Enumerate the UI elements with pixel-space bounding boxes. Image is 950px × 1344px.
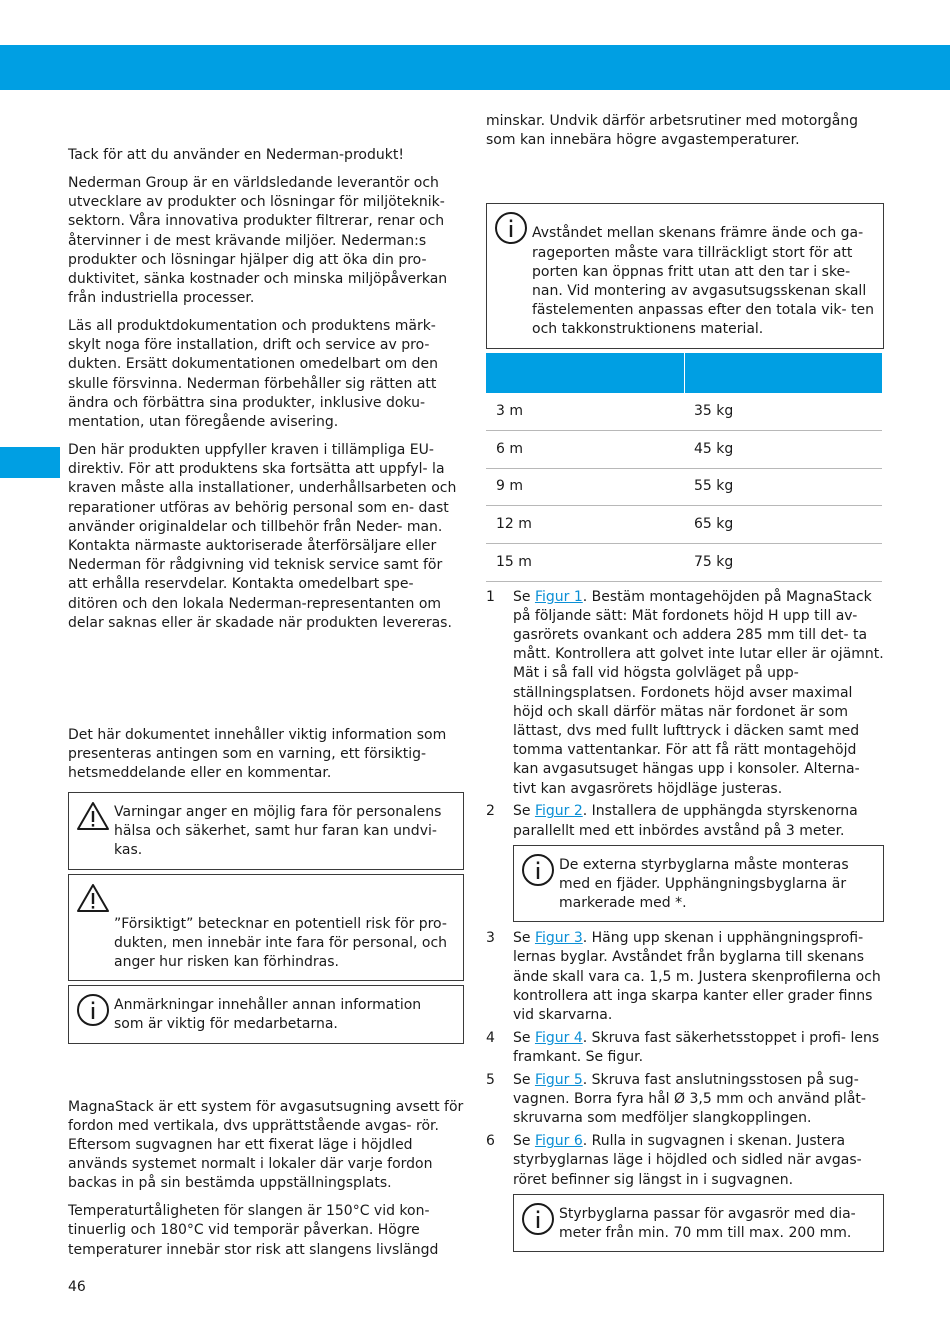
blank-heading-space	[68, 642, 464, 726]
remark-note-text: Anmärkningar innehåller annan information som är viktig för medarbetarna.	[114, 997, 422, 1033]
header-band	[0, 45, 950, 90]
step-2-note	[513, 845, 884, 923]
step-4: 4 Se Figur 4. Skruva fast säkerhetsstoppet i profi- lens framkant. Se figur.	[486, 1029, 884, 1067]
step-number: 2	[486, 803, 495, 820]
weight-cell: 35 kg	[684, 393, 882, 431]
info-icon	[520, 852, 556, 888]
continued-paragraph: minskar. Undvik därför arbetsrutiner med motorgång som kan innebära högre avgastemperaturer.	[486, 113, 859, 149]
caution-note	[68, 874, 464, 982]
step-3: 3 Se Figur 3. Häng upp skenan i upphängningsprofi- lernas byglar. Avståndet från byglarna till skenans ände skall vara ca. 1,5 m. Justera skenprofilerna och kontrollera att inga skarpa kanter eller grader finns vid skarvarna.	[486, 929, 884, 1025]
table-header-row	[486, 353, 882, 393]
weight-cell: 75 kg	[684, 543, 882, 581]
figure-5-link[interactable]: Figur 5	[534, 1071, 583, 1088]
warning-note-text: Varningar anger en möjlig fara för personalens hälsa och säkerhet, samt hur faran kan undvi- kas.	[114, 803, 442, 859]
weight-cell: 45 kg	[684, 430, 882, 468]
temperature-paragraph: Temperaturtåligheten för slangen är 150°C vid kon- tinuerlig och 180°C vid temporär påverkan. Högre temperaturer innebär stor risk att slangens livslängd	[68, 1203, 439, 1258]
figure-6-link[interactable]: Figur 6	[534, 1133, 583, 1150]
installation-steps	[486, 588, 884, 1252]
documentation-paragraph: Läs all produktdokumentation och produktens märk- skylt noga före installation, drift och service av pro- dukten. Ersätt dokumentationen omedelbart om den skulle försvinna. Nederman förbehåller sig rätten att ändra och förbättra sina produkter, inklusive doku- mentation, utan föregående avisering.	[68, 318, 438, 431]
step-6-note	[513, 1194, 884, 1252]
step-number: 5	[486, 1071, 495, 1088]
length-cell: 15 m	[486, 543, 684, 581]
caution-triangle-icon	[75, 881, 111, 917]
figure-1-link[interactable]: Figur 1	[534, 588, 583, 605]
figure-3-link[interactable]: Figur 3	[534, 930, 583, 947]
step-text: . Skruva fast anslutningsstosen på sug- vagnen. Borra fyra hål Ø 3,5 mm och använd plåt- skruvarna som medföljer slangkopplingen.	[513, 1071, 866, 1127]
table-header-cell	[486, 353, 684, 393]
table-row	[486, 468, 882, 506]
step-text: . Bestäm montagehöjden på MagnaStack på följande sätt: Mät fordonets höjd H upp till av- gasrörets ovankant och addera 285 mm till det- ta mått. Kontrollera att golvet inte lutar eller är ojämnt. Mät i så fall vid högsta golvläget på upp- ställningsplatsen. Fordonets höjd avser maximal höjd och skall därför mätas när fordonet är som lättast, dvs med fullt lufttryck i däcken samt med tomma vattentankar. För att få rätt montagehöjd kan avgasutsuget hängas upp i konsoler. Alterna- tivt kan avgasrörets höjdläge justeras.	[513, 588, 884, 797]
step-6-note-text: Styrbyglarna passar för avgasrör med dia- meter från min. 70 mm till max. 200 mm.	[559, 1205, 856, 1241]
table-header-cell	[684, 353, 882, 393]
info-icon	[520, 1201, 556, 1237]
step-1: 1 Se Figur 1. Bestäm montagehöjden på MagnaStack på följande sätt: Mät fordonets höjd H upp till av- gasrörets ovankant och addera 285 mm till det- ta mått. Kontrollera att golvet inte lutar eller är ojämnt. Mät i så fall vid högsta golvläget på upp- ställningsplatsen. Fordonets höjd avser maximal höjd och skall därför mätas när fordonet är som lättast, dvs med fullt lufttryck i däcken samt med tomma vattentankar. För att få rätt montagehöjd kan avgasutsuget hängas upp i konsoler. Alterna- tivt kan avgasrörets höjdläge justeras.	[486, 588, 884, 799]
caution-note-text: ”Försiktigt” betecknar en potentiell risk för pro- dukten, men innebär inte fara för personal, och anger hur risken kan förhindras.	[114, 915, 448, 970]
length-weight-table	[486, 353, 882, 582]
left-column	[68, 146, 464, 1269]
info-icon	[75, 992, 111, 1028]
weight-cell: 55 kg	[684, 468, 882, 506]
step-number: 3	[486, 930, 495, 947]
step-6: 6 Se Figur 6. Rulla in sugvagnen i skenan. Justera styrbyglarnas läge i höjdled och sidled när avgas- röret befinner sig längst in i sugvagnen.	[486, 1132, 884, 1190]
remark-note	[68, 985, 464, 1043]
company-paragraph: Nederman Group är en världsledande leverantör och utvecklare av produkter och lösningar för miljöteknik- sektorn. Våra innovativa produkter filtrerar, renar och återvinner i de mest krävande miljöer. Nederman:s produkter och lösningar hjälper dig att öka din pro- duktivitet, sänka kostnader och minska miljöpåverkan från industriella processer.	[68, 174, 448, 307]
step-number: 6	[486, 1133, 495, 1150]
figure-4-link[interactable]: Figur 4	[534, 1029, 583, 1046]
distance-note-text: Avståndet mellan skenans främre ände och ga- rageporten måste vara tillräckligt stort för att porten kan öppnas fritt utan att den tar i ske- nan. Vid montering av avgasutsugsskenan skall fästelementen anpassas efter den totala vik- ten och takkonstruktionens material.	[532, 225, 875, 338]
step-text: . Installera de upphängda styrskenorna parallellt med ett inbördes avstånd på 3 meter.	[513, 803, 858, 839]
figure-2-link[interactable]: Figur 2	[534, 803, 583, 820]
right-column	[486, 112, 884, 1259]
eu-directive-paragraph: Den här produkten uppfyller kraven i tillämpliga EU- direktiv. För att produktens ska fortsätta att uppfyl- la kraven måste alla installationer, underhållsarbeten och reparationer utföras av behörig personal som en- dast använder originaldelar och tillbehör från Neder- man. Kontakta närmaste auktoriserade återförsäljare eller Nederman för rådgivning vid teknisk service samt för att erhålla reservdelar. Kontakta omedelbart spe- ditören och den lokala Nederman-representanten om delar saknas eller är skadade när produkten levereras.	[68, 441, 457, 631]
distance-note	[486, 203, 884, 348]
table-row	[486, 430, 882, 468]
step-2-note-text: De externa styrbyglarna måste monteras med en fjäder. Upphängningsbyglarna är markerade med *.	[559, 856, 849, 911]
step-5: 5 Se Figur 5. Skruva fast anslutningsstosen på sug- vagnen. Borra fyra hål Ø 3,5 mm och använd plåt- skruvarna som medföljer slangkopplingen.	[486, 1071, 884, 1129]
step-text: . Rulla in sugvagnen i skenan. Justera styrbyglarnas läge i höjdled och sidled när avgas- röret befinner sig längst in i sugvagnen.	[513, 1133, 862, 1188]
system-paragraph: MagnaStack är ett system för avgasutsugning avsett för fordon med vertikala, dvs upprättstående avgas- rör. Eftersom sugvagnen har ett fixerat läge i höjdled används systemet normalt i lokaler där varje fordon backas in på sin bestämda uppställningsplats.	[68, 1098, 464, 1192]
table-row	[486, 506, 882, 544]
step-number: 4	[486, 1029, 495, 1046]
step-text: . Häng upp skenan i upphängningsprofi- lernas byglar. Avståndet från byglarna till skenans ände skall vara ca. 1,5 m. Justera skenprofilerna och kontrollera att inga skarpa kanter eller grader finns vid skarvarna.	[513, 930, 881, 1023]
warning-note	[68, 792, 464, 870]
weight-cell: 65 kg	[684, 506, 882, 544]
step-number: 1	[486, 588, 495, 605]
length-cell: 6 m	[486, 430, 684, 468]
warning-triangle-icon	[75, 799, 111, 835]
info-types-paragraph: Det här dokumentet innehåller viktig information som presenteras antingen som en varning, ett försiktig- hetsmeddelande eller en kommentar.	[68, 726, 447, 782]
section-tab	[0, 447, 60, 478]
length-cell: 9 m	[486, 468, 684, 506]
info-icon	[493, 210, 529, 246]
table-row	[486, 393, 882, 431]
page-number: 46	[68, 1279, 86, 1295]
step-2: 2 Se Figur 2. Installera de upphängda styrskenorna parallellt med ett inbördes avstånd på 3 meter.	[486, 802, 884, 840]
step-text: . Skruva fast säkerhetsstoppet i profi- lens framkant. Se figur.	[513, 1029, 880, 1066]
length-cell: 12 m	[486, 506, 684, 544]
table-row	[486, 543, 882, 581]
intro-text: Tack för att du använder en Nederman-produkt!	[68, 147, 404, 163]
blank-heading-space-2	[68, 1048, 464, 1098]
length-cell: 3 m	[486, 393, 684, 431]
